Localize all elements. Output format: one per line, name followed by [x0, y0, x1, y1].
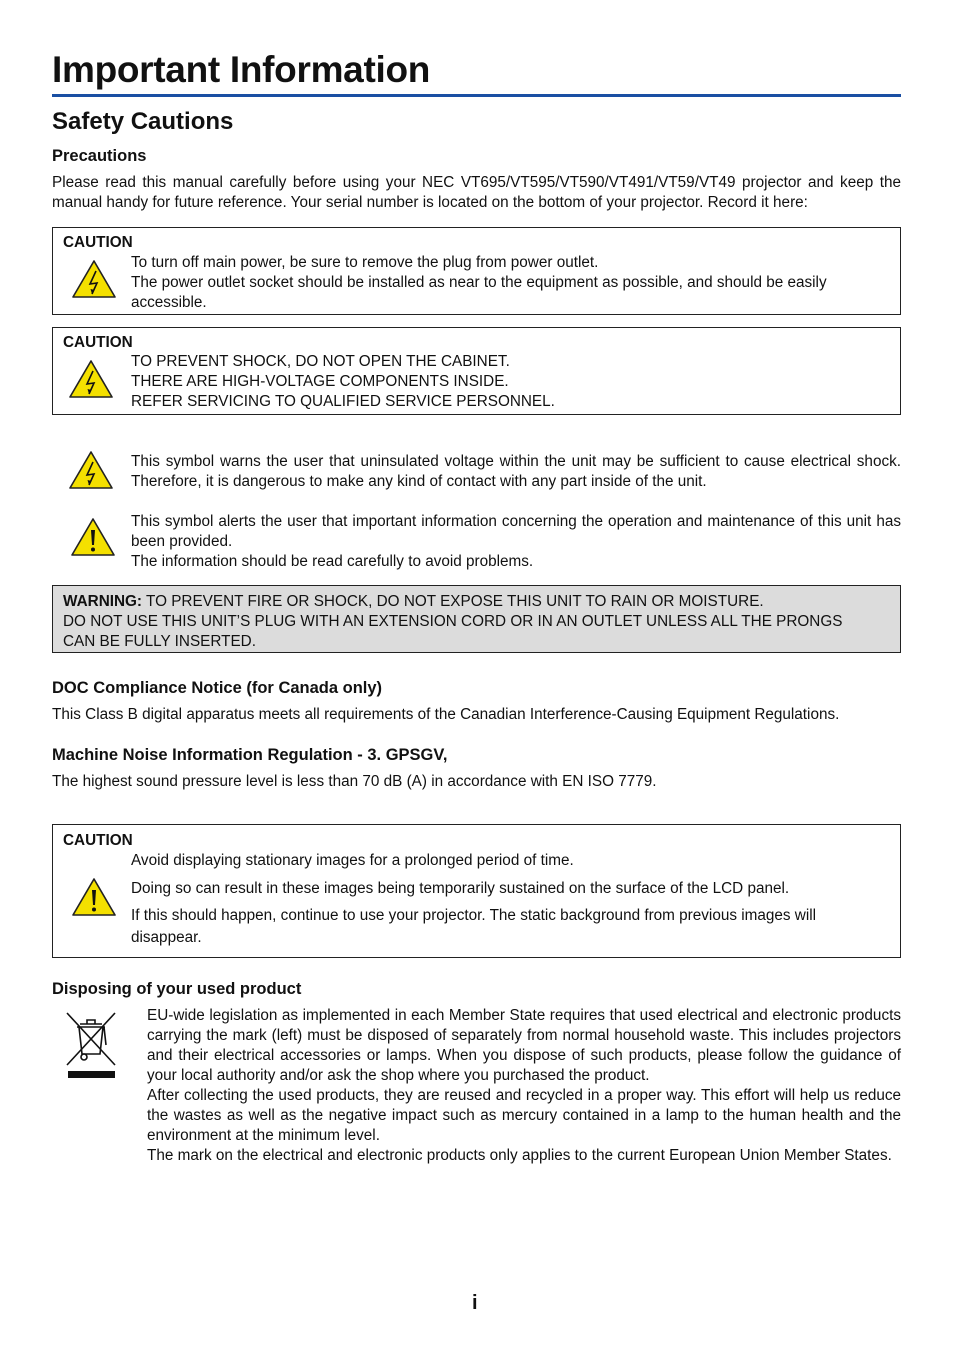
voltage-symbol-text: This symbol warns the user that uninsulated voltage within the unit may be sufficient to cause electrical shock. Therefore, it is dangerous to make any kind of contact with any part inside of the unit.: [131, 453, 901, 490]
caution-line: accessible.: [131, 294, 207, 311]
disposing-text-1: EU-wide legislation as implemented in each Member State requires that used electrical and electronic products carrying the mark (left) must be disposed of separately from normal household waste. This includes projectors and their electrical accessories or lamps. When you dispose of such products, please follow the guidance of your local authority and/or ask the shop where you purchased the product.: [147, 1007, 901, 1084]
caution-box-lcd: [52, 824, 901, 958]
caution-line: Avoid displaying stationary images for a prolonged period of time.: [131, 852, 574, 869]
caution-box-shock: [52, 327, 901, 415]
caution-line: The power outlet socket should be installed as near to the equipment as possible, and should be easily: [131, 274, 827, 291]
page-number: i: [472, 1292, 478, 1314]
caution-line: disappear.: [131, 929, 202, 946]
caution-line: REFER SERVICING TO QUALIFIED SERVICE PERSONNEL.: [131, 393, 555, 410]
noise-text: The highest sound pressure level is less than 70 dB (A) in accordance with EN ISO 7779.: [52, 773, 657, 790]
caution-label: CAUTION: [63, 334, 133, 351]
warning-line: WARNING: TO PREVENT FIRE OR SHOCK, DO NOT EXPOSE THIS UNIT TO RAIN OR MOISTURE.: [63, 593, 764, 610]
doc-text: This Class B digital apparatus meets all requirements of the Canadian Interference-Causing Equipment Regulations.: [52, 706, 840, 723]
electric-shock-warning-icon: [68, 450, 114, 490]
title-rule: [52, 94, 901, 97]
info-symbol-text-2: The information should be read carefully to avoid problems.: [131, 553, 534, 570]
page-title: Important Information: [52, 49, 431, 90]
caution-label: CAUTION: [63, 234, 133, 251]
warning-line: CAN BE FULLY INSERTED.: [63, 633, 256, 650]
section-title: Safety Cautions: [52, 108, 234, 135]
precautions-heading: Precautions: [52, 147, 147, 165]
crossed-out-wheelie-bin-icon: [64, 1010, 118, 1082]
doc-heading: DOC Compliance Notice (for Canada only): [52, 679, 383, 697]
exclamation-warning-icon: [70, 517, 116, 557]
info-symbol-text: This symbol alerts the user that important information concerning the operation and maintenance of this unit has been provided.: [131, 513, 901, 550]
exclamation-warning-icon: [71, 877, 117, 917]
disposing-text-2: After collecting the used products, they are reused and recycled in a proper way. This effort will help us reduce the wastes as well as the negative impact such as mercury contained in a lamp to the human health and the environment at the minimum level.: [147, 1087, 901, 1144]
noise-heading: Machine Noise Information Regulation - 3. GPSGV,: [52, 746, 448, 764]
caution-label: CAUTION: [63, 832, 133, 849]
caution-line: TO PREVENT SHOCK, DO NOT OPEN THE CABINET.: [131, 353, 510, 370]
disposing-text-3: The mark on the electrical and electronic products only applies to the current European Union Member States.: [147, 1147, 892, 1164]
electric-shock-warning-icon: [71, 259, 117, 299]
caution-line: To turn off main power, be sure to remove the plug from power outlet.: [131, 254, 599, 271]
warning-line: DO NOT USE THIS UNIT’S PLUG WITH AN EXTENSION CORD OR IN AN OUTLET UNLESS ALL THE PRONGS: [63, 613, 843, 630]
disposing-heading: Disposing of your used product: [52, 980, 302, 998]
electric-shock-warning-icon: [68, 359, 114, 399]
caution-line: If this should happen, continue to use your projector. The static background from previous images will: [131, 907, 817, 924]
warning-box: [52, 585, 901, 653]
caution-line: Doing so can result in these images being temporarily sustained on the surface of the LCD panel.: [131, 880, 790, 897]
warning-label: WARNING:: [63, 593, 143, 610]
caution-line: THERE ARE HIGH-VOLTAGE COMPONENTS INSIDE.: [131, 373, 509, 390]
caution-box-power: [52, 227, 901, 315]
precautions-text: Please read this manual carefully before using your NEC VT695/VT595/VT590/VT491/VT59/VT49 projector and keep the manual handy for future reference. Your serial number is located on the bottom of your projector. Record it here:: [52, 174, 901, 211]
